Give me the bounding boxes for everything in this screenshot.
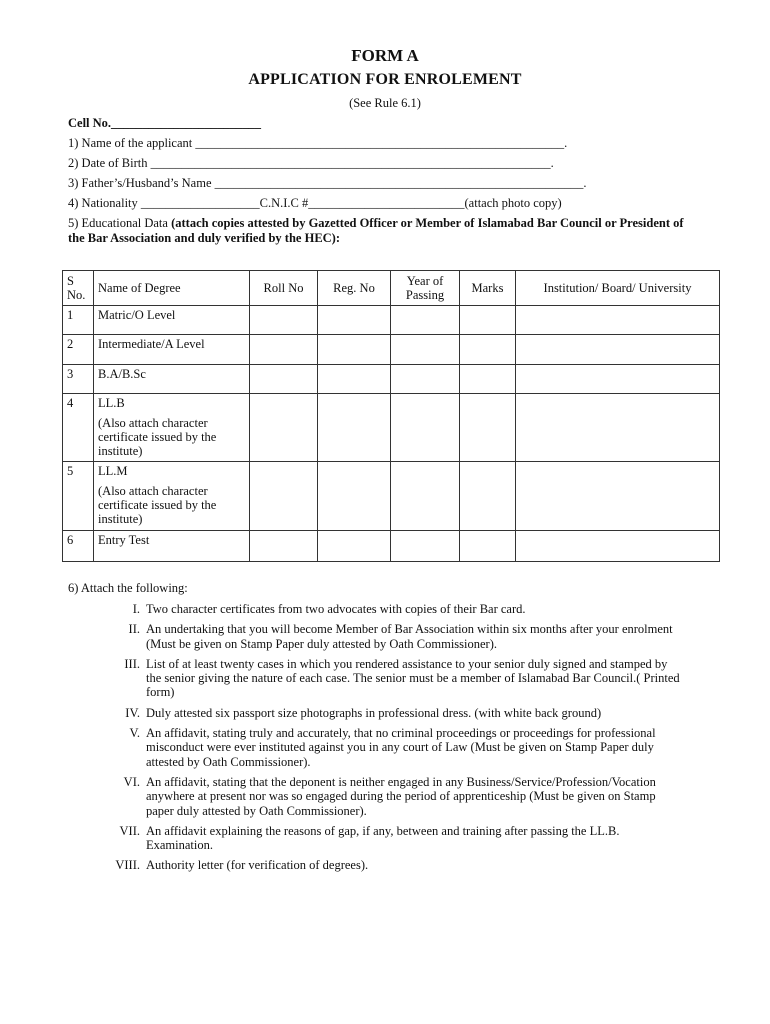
row-sno: 5 xyxy=(63,462,94,531)
item-number: VI. xyxy=(123,774,140,789)
row-degree: Intermediate/A Level xyxy=(94,335,250,365)
list-item xyxy=(100,622,680,651)
nationality-cnic-field[interactable]: 4) Nationality ___________________C.N.I.C #_________________________(attach photo copy) xyxy=(68,196,562,210)
table-row xyxy=(63,531,720,562)
row-degree: Entry Test xyxy=(94,531,250,562)
item-number: I. xyxy=(132,602,140,616)
date-of-birth-field[interactable]: 2) Date of Birth ________________________________________________________________. xyxy=(68,156,554,170)
attach-list xyxy=(100,602,680,879)
item-text: List of at least twenty cases in which you rendered assistance to your senior duly signed and stamped by the senior giving the nature of each case. The senior must be a member of Islamabad Bar Council.( Printed form) xyxy=(146,656,680,700)
header-year: Year of Passing xyxy=(391,271,460,306)
row-degree: Matric/O Level xyxy=(94,306,250,335)
header-reg-no: Reg. No xyxy=(318,271,391,306)
item-text: Authority letter (for verification of degrees). xyxy=(146,858,369,873)
item-number: V. xyxy=(129,726,140,741)
row-sno: 3 xyxy=(63,365,94,394)
table-row xyxy=(63,462,720,531)
header-sno: S No. xyxy=(63,271,94,306)
item-text: An affidavit, stating truly and accurately, that no criminal proceedings or proceedings for professional misconduct were ever instituted against you in any court of Law (Must be given on Stamp Paper duly attested by Oath Commissioner). xyxy=(146,726,656,769)
item-number: IV. xyxy=(125,705,140,720)
item-number: VII. xyxy=(119,823,140,838)
year-cell[interactable] xyxy=(391,335,460,365)
list-item xyxy=(100,858,680,872)
item-number: III. xyxy=(124,656,140,671)
roll-no-cell[interactable] xyxy=(250,462,318,531)
institution-cell[interactable] xyxy=(516,394,720,462)
list-item xyxy=(100,726,680,769)
list-item xyxy=(100,706,680,720)
reg-no-cell[interactable] xyxy=(318,306,391,335)
institution-cell[interactable] xyxy=(516,306,720,335)
attach-heading: 6) Attach the following: xyxy=(68,581,188,595)
item-text: Duly attested six passport size photographs in professional dress. (with white back ground) xyxy=(146,705,602,720)
educational-data-prefix: 5) Educational Data xyxy=(68,216,172,230)
institution-cell[interactable] xyxy=(516,462,720,531)
institution-cell[interactable] xyxy=(516,365,720,394)
institution-cell[interactable] xyxy=(516,335,720,365)
item-number: II. xyxy=(128,622,140,637)
year-cell[interactable] xyxy=(391,306,460,335)
father-husband-name-field[interactable]: 3) Father’s/Husband’s Name ___________________________________________________________. xyxy=(68,176,587,190)
row-degree-note: (Also attach character certificate issued by the institute) xyxy=(98,416,217,458)
marks-cell[interactable] xyxy=(460,531,516,562)
row-degree: B.A/B.Sc xyxy=(94,365,250,394)
item-text: Two character certificates from two advocates with copies of their Bar card. xyxy=(146,602,526,616)
reg-no-cell[interactable] xyxy=(318,365,391,394)
institution-cell[interactable] xyxy=(516,531,720,562)
reg-no-cell[interactable] xyxy=(318,394,391,462)
year-cell[interactable] xyxy=(391,462,460,531)
educational-data-instruction: (attach copies attested by Gazetted Officer or Member of Islamabad Bar Council or President of the Bar Association and duly verified by the HEC): xyxy=(68,216,684,245)
form-subtitle: APPLICATION FOR ENROLEMENT xyxy=(248,71,522,88)
item-text: An affidavit, stating that the deponent is neither engaged in any Business/Service/Profession/Vocation anywhere at present nor was so engaged during the period of apprenticeship (Must be given on Stamp paper duly attested by Oath Commissioner). xyxy=(146,774,656,818)
item-text: An undertaking that you will become Member of Bar Association within six months after your enrolment (Must be given on Stamp Paper duly attested by Oath Commissioner). xyxy=(146,622,673,651)
rule-reference: (See Rule 6.1) xyxy=(349,96,421,110)
applicant-name-field[interactable]: 1) Name of the applicant ___________________________________________________________. xyxy=(68,136,568,150)
list-item xyxy=(100,824,680,853)
year-cell[interactable] xyxy=(391,394,460,462)
reg-no-cell[interactable] xyxy=(318,335,391,365)
row-degree: LL.B xyxy=(98,396,125,410)
marks-cell[interactable] xyxy=(460,335,516,365)
item-number: VIII. xyxy=(115,858,140,873)
list-item xyxy=(100,657,680,700)
row-sno: 4 xyxy=(63,394,94,462)
roll-no-cell[interactable] xyxy=(250,365,318,394)
cell-no-field[interactable]: Cell No.________________________ xyxy=(68,116,262,130)
marks-cell[interactable] xyxy=(460,394,516,462)
header-marks: Marks xyxy=(460,271,516,306)
roll-no-cell[interactable] xyxy=(250,394,318,462)
marks-cell[interactable] xyxy=(460,365,516,394)
reg-no-cell[interactable] xyxy=(318,462,391,531)
marks-cell[interactable] xyxy=(460,462,516,531)
educational-data-table xyxy=(62,270,720,562)
row-sno: 2 xyxy=(63,335,94,365)
table-header-row xyxy=(63,271,720,306)
table-row xyxy=(63,365,720,394)
table-row xyxy=(63,306,720,335)
form-title: FORM A xyxy=(351,46,419,65)
table-row xyxy=(63,394,720,462)
list-item xyxy=(100,602,680,616)
row-degree-cell xyxy=(94,462,250,531)
table-row xyxy=(63,335,720,365)
header-degree: Name of Degree xyxy=(94,271,250,306)
roll-no-cell[interactable] xyxy=(250,531,318,562)
row-degree: LL.M xyxy=(98,464,128,478)
roll-no-cell[interactable] xyxy=(250,335,318,365)
row-sno: 6 xyxy=(63,531,94,562)
year-cell[interactable] xyxy=(391,531,460,562)
list-item xyxy=(100,775,680,818)
marks-cell[interactable] xyxy=(460,306,516,335)
row-degree-note: (Also attach character certificate issued by the institute) xyxy=(98,484,217,526)
roll-no-cell[interactable] xyxy=(250,306,318,335)
header-institution: Institution/ Board/ University xyxy=(516,271,720,306)
educational-data-heading xyxy=(68,216,698,246)
year-cell[interactable] xyxy=(391,365,460,394)
item-text: An affidavit explaining the reasons of gap, if any, between and training after passing the LL.B. Examination. xyxy=(146,823,620,853)
reg-no-cell[interactable] xyxy=(318,531,391,562)
row-degree-cell xyxy=(94,394,250,462)
header-roll-no: Roll No xyxy=(250,271,318,306)
row-sno: 1 xyxy=(63,306,94,335)
